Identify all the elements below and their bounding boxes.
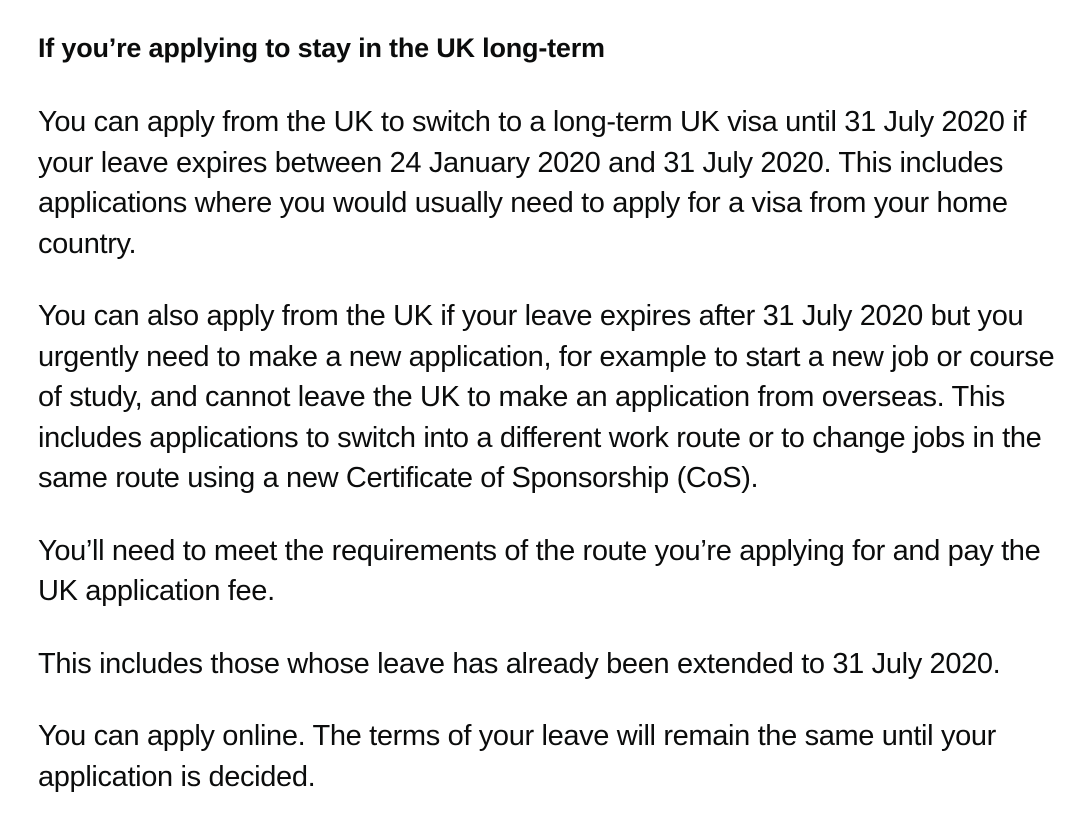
section-heading: If you’re applying to stay in the UK long-term	[38, 33, 605, 63]
guidance-section	[38, 28, 1068, 797]
paragraph-apply-online: You can apply online. The terms of your leave will remain the same until your application is decided.	[38, 720, 996, 793]
paragraph-requirements-fee: You’ll need to meet the requirements of the route you’re applying for and pay the UK application fee.	[38, 534, 1041, 607]
paragraph-urgent-application: You can also apply from the UK if your leave expires after 31 July 2020 but you urgently need to make a new application, for example to start a new job or course of study, and cannot leave the UK to make an application from overseas. This includes applications to switch into a different work route or to change jobs in the same route using a new Certificate of Sponsorship (CoS).	[38, 300, 1055, 494]
paragraph-switch-visa: You can apply from the UK to switch to a long-term UK visa until 31 July 2020 if your leave expires between 24 January 2020 and 31 July 2020. This includes applications where you would usually need to apply for a visa from your home country.	[38, 106, 1027, 260]
paragraph-extended-leave: This includes those whose leave has already been extended to 31 July 2020.	[38, 647, 1001, 680]
